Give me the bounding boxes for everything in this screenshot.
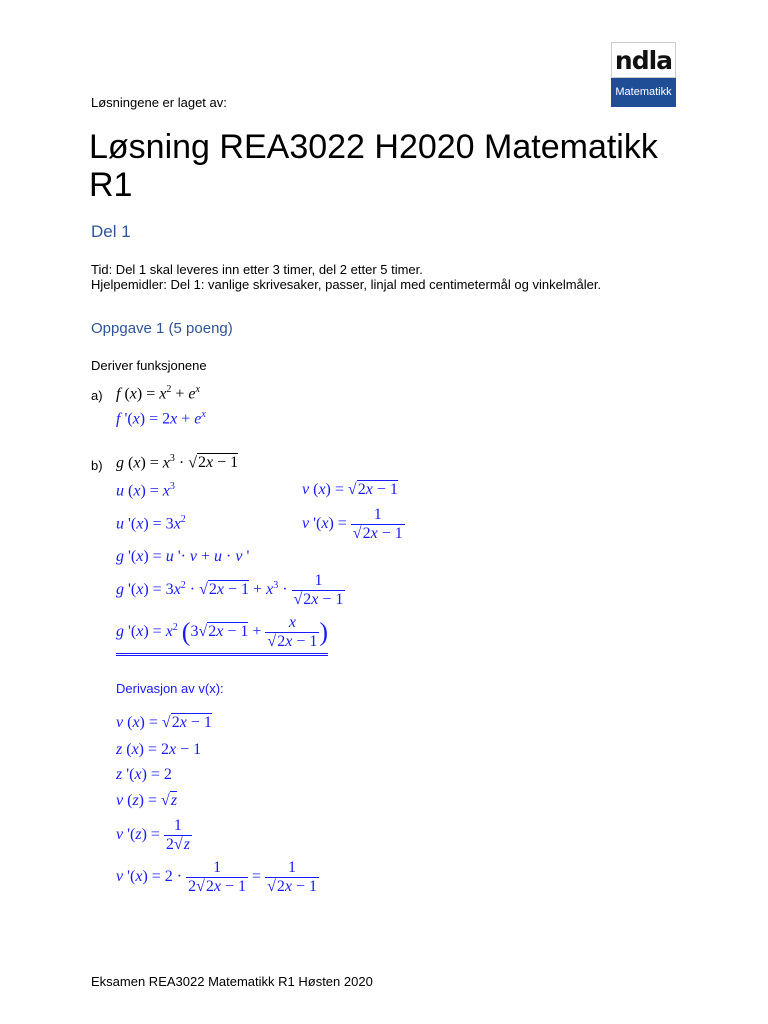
derivation-v-prime-z: v '(z) = $\frac{1}{2√z}$	[116, 817, 190, 853]
formula-v: v (x) = √2x − 1	[302, 481, 398, 498]
authors-line: Løsningene er laget av:	[91, 95, 227, 110]
time-info: Tid: Del 1 skal leveres inn etter 3 timer, del 2 etter 5 timer.	[91, 262, 423, 277]
formula-a-derivative: f '$(x) = 2x + e^x$	[116, 409, 206, 428]
formula-g-prime-rule: g '(x) = u '· v + u · v '	[116, 548, 250, 565]
task-heading: Oppgave 1 (5 poeng)	[91, 320, 233, 337]
formula-g-prime-final: g '$(x) = x^2$ (3√2x − 1 + $\frac{x}{√2x - 1}$ )	[116, 614, 328, 656]
logo-text: ndla	[611, 42, 676, 78]
formula-v-prime: v '(x) = $\frac{1}{√2x - 1}$	[302, 506, 403, 542]
logo-subtitle: Matematikk	[611, 78, 676, 107]
formula-a-function: f $(x) = x^2 + e^x$	[116, 384, 200, 403]
page-title: Løsning REA3022 H2020 Matematikk R1	[89, 128, 658, 204]
derivation-v-prime-x: v '(x) = 2 · $\frac{1}{2√2x - 1}$ = $\frac{1}{√2x - 1}$	[116, 859, 317, 895]
page-footer: Eksamen REA3022 Matematikk R1 Høsten 2020	[91, 974, 373, 989]
derivation-v-of-z: v (z) = √z	[116, 792, 178, 809]
label-b: b)	[91, 458, 103, 473]
formula-u: u $(x) = x^3$	[116, 481, 175, 500]
label-a: a)	[91, 388, 103, 403]
aids-info: Hjelpemidler: Del 1: vanlige skrivesaker, passer, linjal med centimetermål og vinkelmåler.	[91, 277, 602, 292]
formula-b-function: g $(x) = x^3 \cdot √2x - 1$	[116, 453, 239, 472]
ndla-logo	[611, 42, 676, 107]
derivation-v: v (x) = √2x − 1	[116, 714, 212, 731]
task-intro: Deriver funksjonene	[91, 358, 207, 373]
section-heading: Del 1	[91, 222, 131, 241]
derivation-z-prime: z '(x) = 2	[116, 766, 172, 783]
formula-u-prime: u '$(x) = 3x^2$	[116, 514, 186, 533]
formula-g-prime-expanded: g '$(x) = 3x^2 \cdot √2x - 1 + x^3$ · $\frac{1}{√2x - 1}$	[116, 572, 344, 608]
derivation-z: z (x) = 2x − 1	[116, 741, 202, 758]
derivation-heading: Derivasjon av v(x):	[116, 681, 224, 696]
